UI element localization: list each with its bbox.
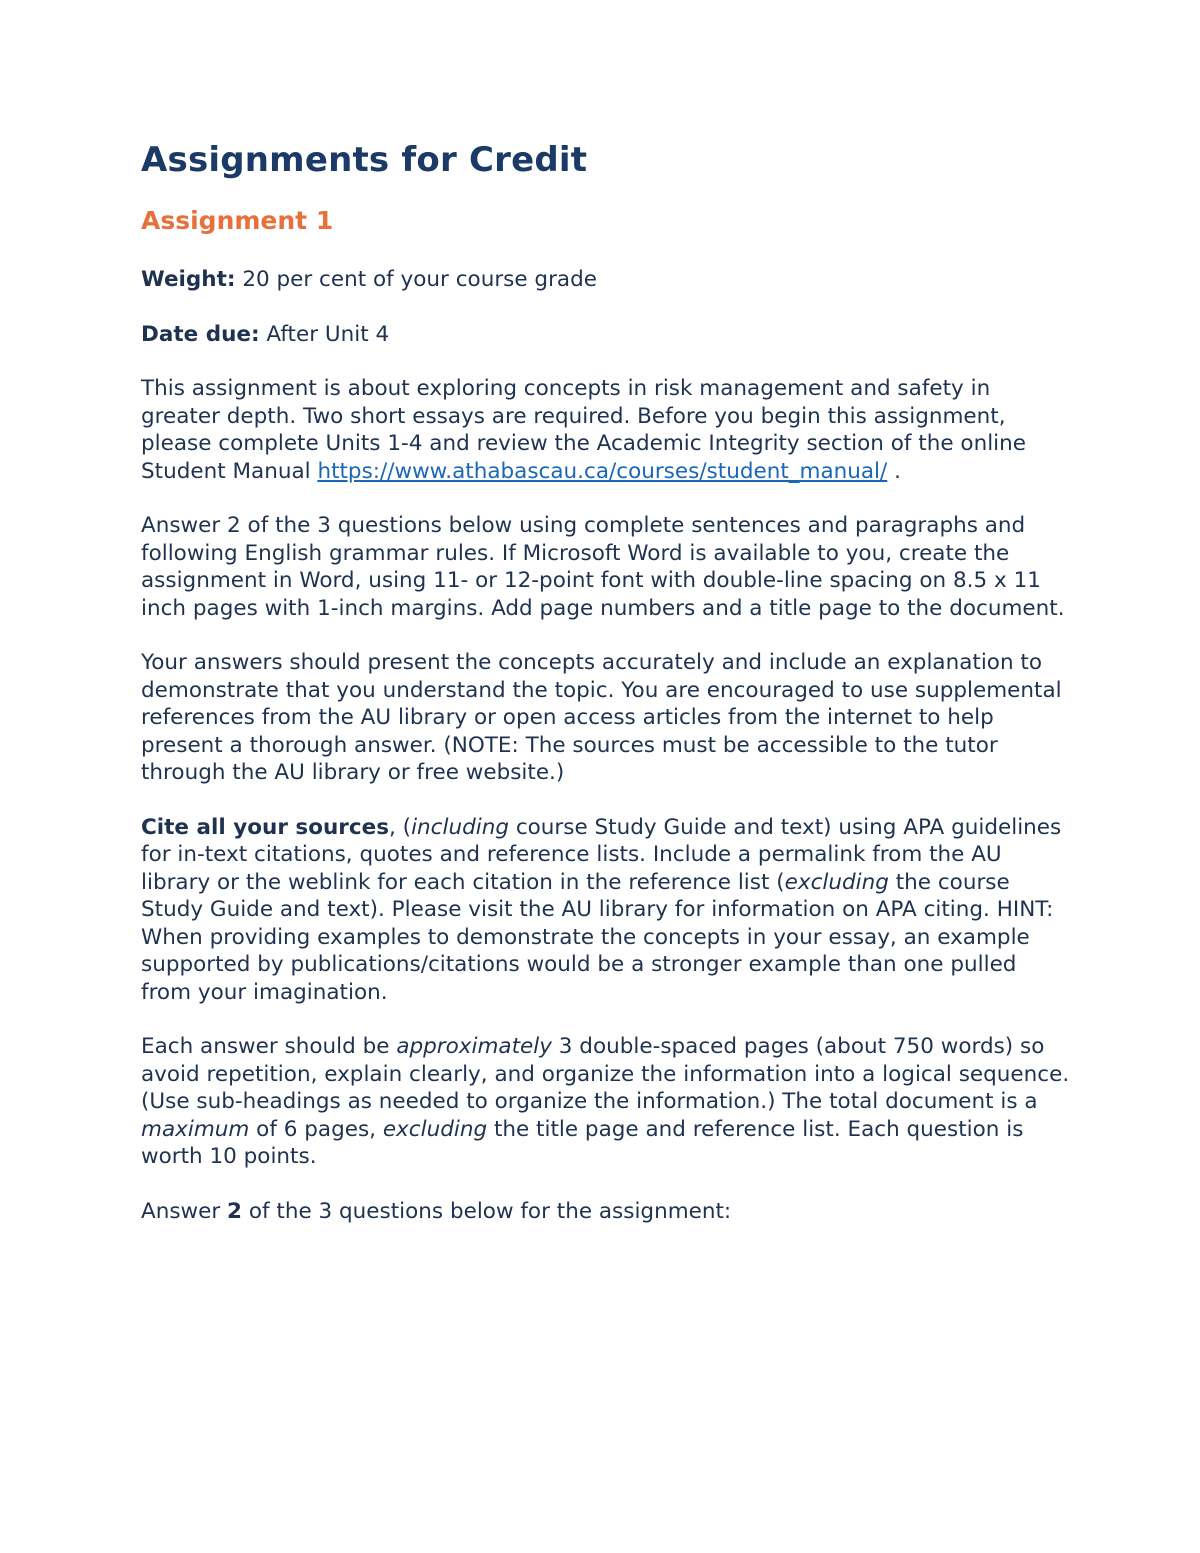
length-italic-maximum: maximum [141, 1116, 250, 1142]
length-italic-approximately: approximately [396, 1034, 552, 1059]
final-text-2: of the 3 questions below for the assignment: [242, 1198, 732, 1224]
weight-label: Weight: [141, 267, 236, 292]
length-paragraph [141, 1033, 1071, 1171]
length-italic-excluding: excluding [382, 1116, 488, 1142]
date-due-value: After Unit 4 [259, 321, 390, 347]
length-text-1: Each answer should be [141, 1034, 397, 1059]
citations-italic-including: including [411, 814, 509, 840]
citations-paragraph [141, 814, 1071, 1007]
date-due-label: Date due: [141, 321, 260, 347]
assignment-heading: Assignment 1 [141, 206, 334, 235]
intro-after-link: . [887, 458, 901, 484]
final-text-1: Answer [141, 1198, 228, 1224]
length-text-3: of 6 pages, [249, 1116, 383, 1142]
length-text-4: the title page and reference list. Each question is worth 10 points. [141, 1116, 1024, 1169]
document-page [141, 138, 1071, 1225]
citations-text-3: the course Study Guide and text). Please visit the AU library for information on APA citing. HINT: When providing examples to demonstrate the concepts in your essay, an example supported by publications/citations would be a stronger example than one pulled from your imagination. [141, 869, 1054, 1005]
document-title: Assignments for Credit [141, 140, 588, 180]
intro-text: This assignment is about exploring concepts in risk management and safety in greater depth. Two short essays are required. Before you begin this assignment, please complete Units 1-4 and review the Academic Integrity section of the online Student Manual [141, 376, 1027, 484]
weight-line [141, 266, 1071, 294]
length-text-2: 3 double-spaced pages (about 750 words) so avoid repetition, explain clearly, and organize the information into a logical sequence. (Use sub-headings as needed to organize the information.) The total document is a [141, 1034, 1070, 1114]
answer-instructions-paragraph: Answer 2 of the 3 questions below using complete sentences and paragraphs and following English grammar rules. If Microsoft Word is available to you, create the assignment in Word, using 11- or 12-point font with double-line spacing on 8.5 x 11 inch pages with 1-inch margins. Add page numbers and a title page to the document. [141, 513, 1065, 621]
expectations-paragraph: Your answers should present the concepts accurately and include an explanation to demonstrate that you understand the topic. You are encouraged to use supplemental references from the AU library or open access articles from the internet to help present a thorough answer. (NOTE: The sources must be accessible to the tutor through the AU library or free website.) [141, 650, 1062, 785]
citations-bold-lead: Cite all your sources [141, 814, 390, 840]
intro-paragraph [141, 375, 1071, 485]
final-bold-count: 2 [227, 1198, 242, 1224]
date-due-line [141, 321, 1071, 349]
final-instruction [141, 1198, 1071, 1226]
student-manual-link[interactable]: https://www.athabascau.ca/courses/student_manual/ [317, 458, 888, 484]
citations-text-1: , ( [389, 814, 412, 840]
citations-text-2: course Study Guide and text) using APA guidelines for in-text citations, quotes and reference lists. Include a permalink from the AU library or the weblink for each citation in the reference list ( [141, 814, 1062, 895]
weight-value: 20 per cent of your course grade [235, 267, 597, 292]
citations-italic-excluding: excluding [784, 869, 889, 895]
